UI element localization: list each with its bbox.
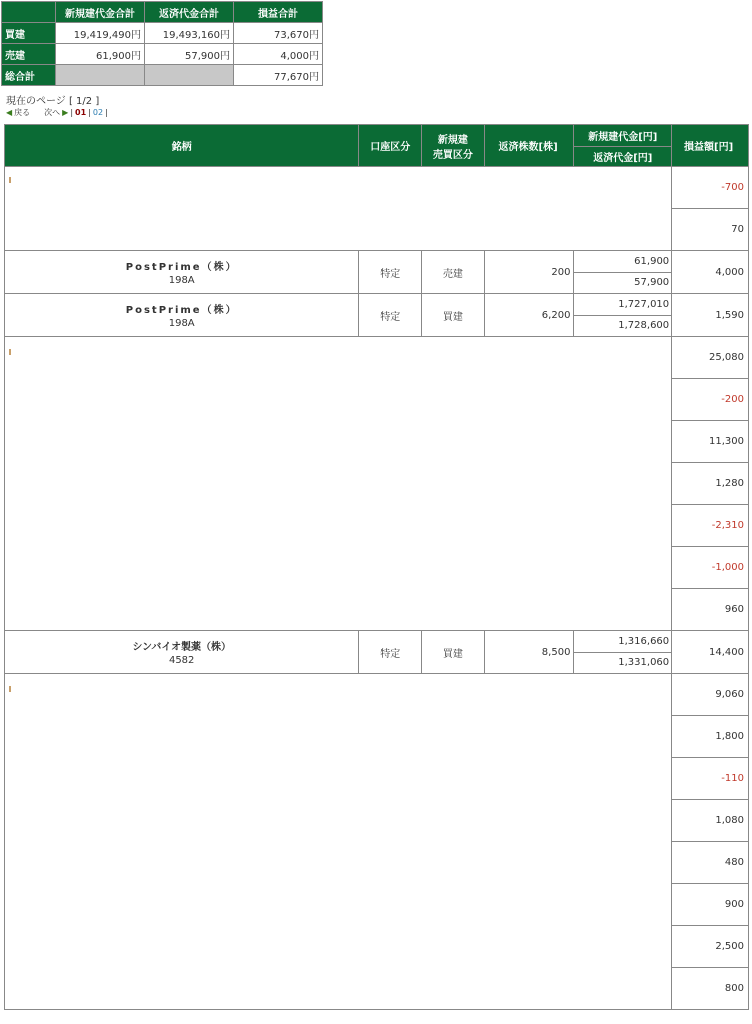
amount-cell [574,631,672,674]
summary-repay-value [145,65,234,86]
pl-value: -700 [672,167,749,209]
pl-value: -110 [672,758,749,800]
pager-separator: | [70,108,74,117]
redacted-mark [9,686,11,692]
back-arrow-icon[interactable]: ◀ [6,108,13,117]
pl-value: 900 [672,884,749,926]
pl-value: 2,500 [672,926,749,968]
summary-pl-value: 77,670円 [234,65,323,86]
stock-name[interactable]: PostPrime（株） [125,262,238,273]
redacted-block [5,337,672,631]
account-type: 特定 [359,631,422,674]
stock-code: 198A [168,275,195,286]
col-header-qty: 返済株数[株] [484,125,574,167]
stock-name[interactable]: シンバイオ製薬（株） [132,642,232,653]
amount-split [574,631,671,673]
pager-separator: | [105,108,108,117]
summary-pl-value: 4,000円 [234,44,323,65]
repay-qty: 8,500 [484,631,574,674]
col-header-account: 口座区分 [359,125,422,167]
summary-new-value [56,65,145,86]
pl-value: 1,080 [672,800,749,842]
repay-amount: 1,331,060 [618,657,670,669]
pl-value: 1,800 [672,716,749,758]
summary-row-label: 買建 [2,23,56,44]
pl-value: 480 [672,842,749,884]
summary-header-pl: 損益合計 [234,2,323,23]
stock-cell [5,251,359,294]
pl-value: -1,000 [672,547,749,589]
repay-amount: 1,728,600 [618,320,670,332]
page-indicator: 現在のページ [ 1/2 ] [6,96,100,107]
pl-value: 14,400 [672,631,749,674]
summary-corner [2,2,56,23]
pl-value: 70 [672,209,749,251]
stock-name[interactable]: PostPrime（株） [125,305,238,316]
summary-repay-value: 57,900円 [145,44,234,65]
pl-value: 1,590 [672,294,749,337]
summary-table [1,1,323,86]
col-header-repay-amount: 返済代金[円] [574,147,672,167]
pl-value: 960 [672,589,749,631]
summary-new-value: 61,900円 [56,44,145,65]
back-link[interactable]: 戻る [14,108,31,117]
pl-value: 800 [672,968,749,1010]
pl-value: 25,080 [672,337,749,379]
stock-cell [5,294,359,337]
pager [6,107,108,118]
summary-repay-value: 19,493,160円 [145,23,234,44]
repay-qty: 200 [484,251,574,294]
redacted-mark [9,177,11,183]
col-header-pl: 損益額[円] [672,125,749,167]
trade-side: 買建 [422,631,485,674]
summary-row-label: 総合計 [2,65,56,86]
trade-side: 売建 [422,251,485,294]
pl-value: -2,310 [672,505,749,547]
redacted-mark [9,349,11,355]
amount-cell [574,251,672,294]
col-header-side-line2: 売買区分 [432,149,473,161]
account-type: 特定 [359,251,422,294]
pager-separator: | [88,108,91,117]
repay-amount: 57,900 [634,277,670,289]
table-row [5,294,749,337]
col-header-name: 銘柄 [5,125,359,167]
summary-new-value: 19,419,490円 [56,23,145,44]
repay-qty: 6,200 [484,294,574,337]
pl-value: 11,300 [672,421,749,463]
page-link-2[interactable]: 02 [92,108,104,117]
pl-value: -200 [672,379,749,421]
col-header-side [422,125,485,167]
account-type: 特定 [359,294,422,337]
amount-split [574,251,671,293]
new-amount: 1,316,660 [574,631,671,653]
summary-header-repay: 返済代金合計 [145,2,234,23]
pl-value: 4,000 [672,251,749,294]
amount-split [574,294,671,336]
stock-cell [5,631,359,674]
redacted-block [5,167,672,251]
trade-table [4,124,749,1010]
trade-side: 買建 [422,294,485,337]
amount-cell [574,294,672,337]
pl-value: 9,060 [672,674,749,716]
stock-code: 198A [168,318,195,329]
pl-value: 1,280 [672,463,749,505]
col-header-new-amount: 新規建代金[円] [574,125,672,147]
new-amount: 61,900 [574,251,671,273]
table-row [5,631,749,674]
table-row [5,251,749,294]
summary-pl-value: 73,670円 [234,23,323,44]
redacted-block [5,674,672,1010]
summary-header-new: 新規建代金合計 [56,2,145,23]
page-link-current: 01 [75,108,87,117]
col-header-side-line1: 新規建 [437,134,468,146]
next-arrow-icon[interactable]: ▶ [62,108,69,117]
summary-row-label: 売建 [2,44,56,65]
stock-code: 4582 [168,655,195,666]
new-amount: 1,727,010 [574,294,671,316]
next-link[interactable]: 次へ [44,108,61,117]
